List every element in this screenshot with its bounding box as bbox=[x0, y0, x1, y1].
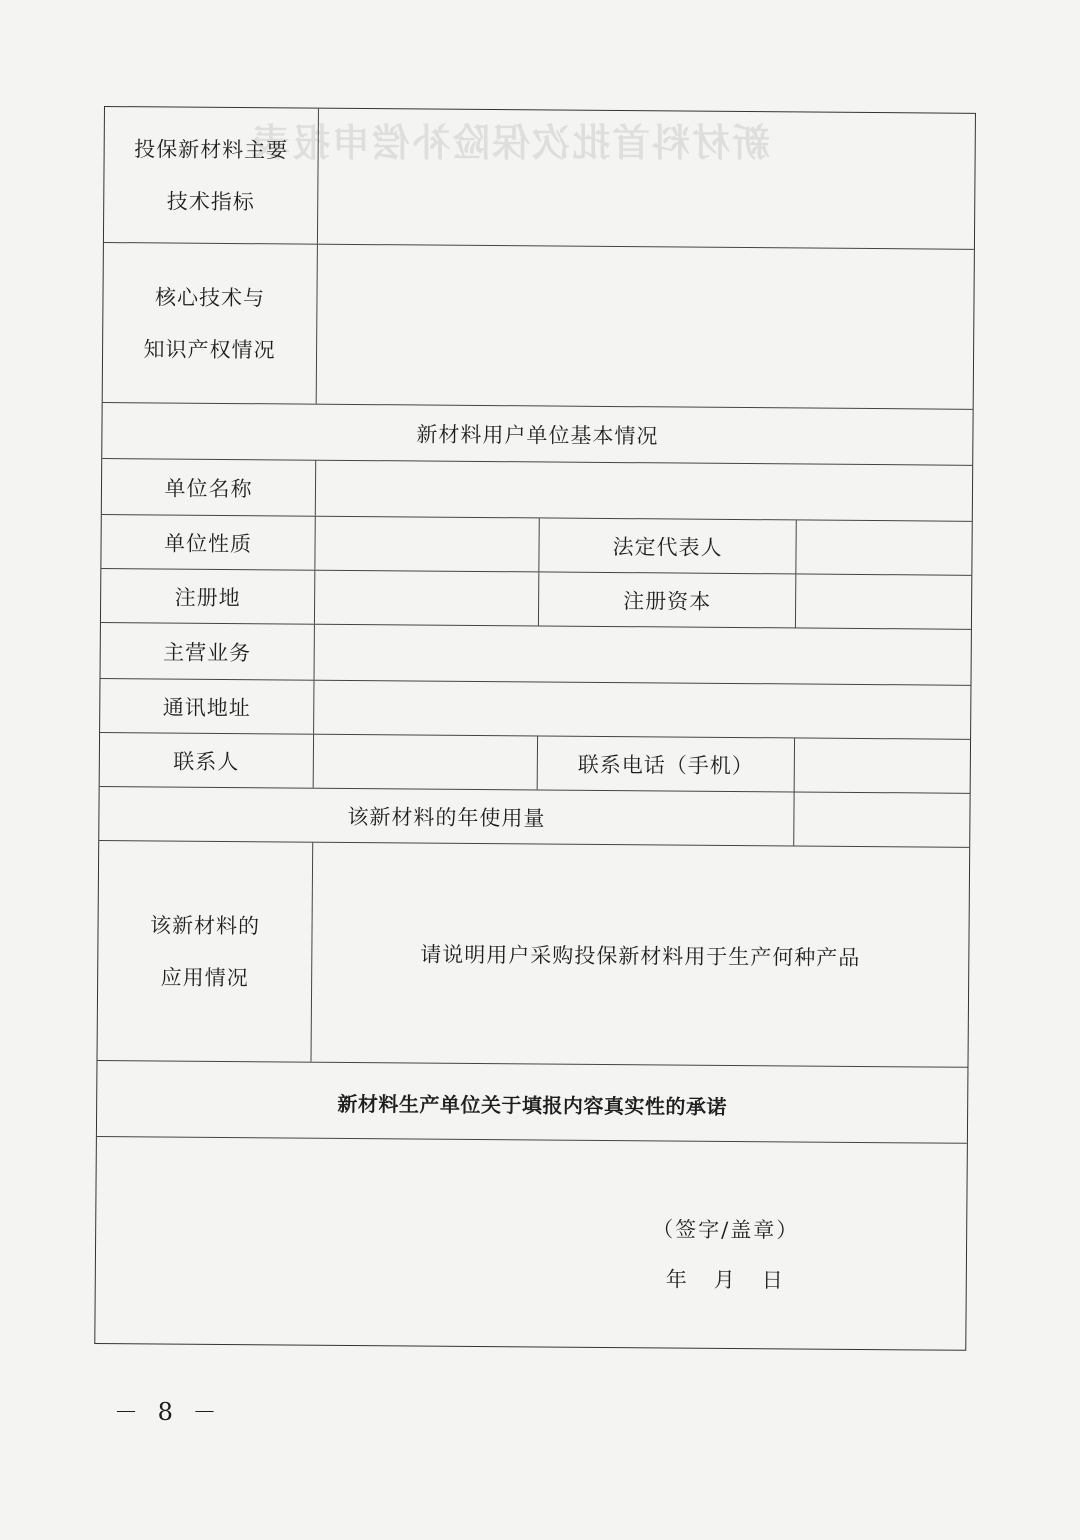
core-tech-label-line1: 核心技术与 bbox=[154, 284, 266, 310]
row-commitment-body bbox=[95, 1137, 967, 1350]
tech-indicators-label-line2: 技术指标 bbox=[166, 188, 255, 214]
row-commitment-header bbox=[97, 1061, 968, 1144]
application-hint: 请说明用户采购投保新材料用于生产何种产品 bbox=[420, 942, 861, 970]
tech-indicators-field[interactable] bbox=[318, 109, 975, 249]
row-main-business bbox=[100, 623, 970, 686]
tech-indicators-label-line1: 投保新材料主要 bbox=[134, 136, 289, 162]
row-annual-usage bbox=[99, 787, 969, 848]
main-business-field[interactable] bbox=[315, 625, 971, 685]
date-label: 年 月 日 bbox=[665, 1267, 786, 1293]
main-business-label: 主营业务 bbox=[101, 623, 315, 680]
legal-rep-label: 法定代表人 bbox=[539, 518, 796, 573]
row-core-tech bbox=[103, 243, 974, 410]
core-tech-label-line2: 知识产权情况 bbox=[143, 336, 276, 362]
row-address bbox=[100, 679, 970, 740]
contact-phone-label: 联系电话（手机） bbox=[538, 736, 795, 791]
contact-field[interactable] bbox=[314, 735, 538, 790]
row-reg-place bbox=[101, 569, 971, 630]
reg-capital-field[interactable] bbox=[796, 574, 971, 628]
application-form-table bbox=[94, 106, 976, 1351]
unit-nature-field[interactable] bbox=[315, 517, 539, 572]
unit-name-label: 单位名称 bbox=[102, 459, 316, 516]
reg-capital-label: 注册资本 bbox=[539, 572, 796, 627]
core-tech-label bbox=[103, 243, 318, 404]
legal-rep-field[interactable] bbox=[796, 520, 971, 574]
row-unit-name bbox=[102, 459, 972, 522]
unit-name-field[interactable] bbox=[316, 461, 972, 521]
signature-stamp-label: （签字/盖章） bbox=[652, 1217, 800, 1243]
contact-label: 联系人 bbox=[100, 733, 314, 788]
row-user-section-header bbox=[102, 403, 972, 466]
reg-place-label: 注册地 bbox=[101, 569, 315, 624]
page-number: － 8 － bbox=[114, 1398, 223, 1426]
application-label bbox=[98, 841, 314, 1062]
row-contact bbox=[100, 733, 970, 794]
row-tech-indicators bbox=[104, 107, 975, 250]
tech-indicators-label bbox=[104, 107, 319, 244]
application-field[interactable] bbox=[312, 843, 970, 1067]
address-field[interactable] bbox=[314, 681, 970, 739]
annual-usage-label: 该新材料的年使用量 bbox=[99, 787, 794, 845]
application-label-line2: 应用情况 bbox=[160, 964, 249, 990]
annual-usage-field[interactable] bbox=[794, 792, 969, 846]
contact-phone-field[interactable] bbox=[795, 738, 970, 792]
commitment-header: 新材料生产单位关于填报内容真实性的承诺 bbox=[337, 1091, 728, 1119]
application-label-line1: 该新材料的 bbox=[149, 912, 261, 938]
row-application bbox=[97, 841, 969, 1068]
address-label: 通讯地址 bbox=[100, 679, 314, 734]
unit-nature-label: 单位性质 bbox=[101, 515, 315, 570]
bleed-through-text: 新材料首批次保险补偿申报表 bbox=[250, 121, 771, 165]
reg-place-field[interactable] bbox=[315, 571, 539, 626]
core-tech-field[interactable] bbox=[317, 245, 974, 409]
row-unit-nature bbox=[101, 515, 971, 576]
user-section-header: 新材料用户单位基本情况 bbox=[416, 421, 659, 448]
